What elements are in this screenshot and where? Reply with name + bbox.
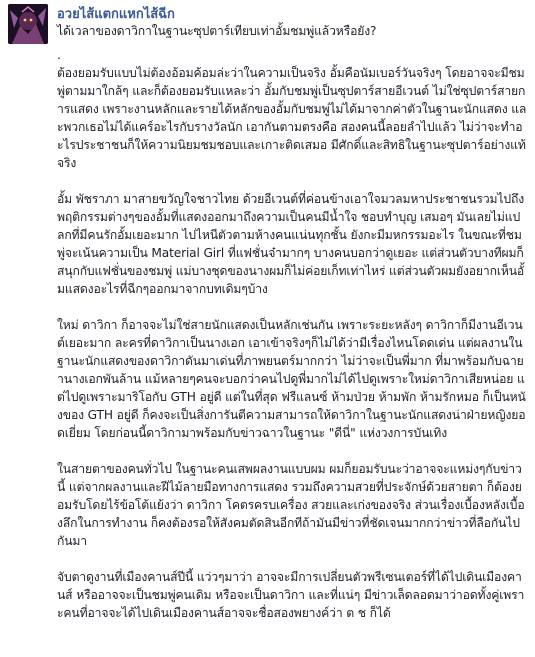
post-paragraph: อั้ม พัชราภา มาสายขวัญใจชาวไทย ด้วยอีเวนต์ที่ค่อนข้างเอาใจมวลมหาประชาชนรวมไปถึงพฤติกรรมต่างๆของอั้มที่แสดงออกมาถึงความเป็นคนมีน้ำใจ ชอบทำบุญ เสมอๆ มันเลยไม่แปลกที่มีคนรักอั้มเยอะมาก ไปไหนีตัวตามห้างคนแน่นทุกชั้น ยังกะมีมหกรรมอะไร ในขณะที่ชมพู่จะเน้นความเป็น Material Girl ที่แฟชั่นจ๋ามากๆ บางคนบอกว่าดูเยอะ แต่ส่วนตัวบางทีผมก็สนุกกับแฟชั่นของชมพู่ แม่บางชุดของนางผมก็ไม่ค่อยเก็ทเท่าไหร่ แต่ส่วนตัวผมยังอยากเห็นอั้มแสดงอะไรที่ฉีกๆออกมาจากบทเดิมๆบ้าง: [57, 192, 525, 296]
author-avatar[interactable]: [8, 4, 48, 44]
post-title-paragraph: ได้เวลาของดาวิกาในฐานะซุปตาร์เทียบเท่าอั้มชมพู่แล้วหรือยัง?: [57, 24, 377, 38]
post-paragraph: ต้องยอมรับแบบไม่ต้องอ้อมค้อมล่ะว่าในความเป็นจริง อั้มคือนัมเบอร์วันจริงๆ โดยอาจจะมีชมพู่ตามมาใกล้ๆ และก็ต้องยอมรับแหละว่า อั้มกับชมพู่เป็นซุปตาร์สายอีเวนต์ ไม่ใช่ซุปตาร์สายการแสดง เพราะงานหลักและรายได้หลักของอั้มกับชมพู่ไม่ได้มาจากค่าตัวในฐานะนักแสดง และพวกเธอไม่ได้แคร์อะไรกับรางวัลนัก เอากันตามตรงคือ สองคนนี้ลอยลำไปแล้ว ไม่ว่าจะทำอะไรประชาชนก็ให้ความนิยมชมชอบและเกาะติดเสมอ มีศักดิ์และสิทธิในฐานะซุปตาร์อย่างแท้จริง: [57, 66, 527, 170]
post-paragraph: ในสายตาของคนทั่วไป ในฐานะคนเสพผลงานแบบผม ผมก็ยอมรับนะว่าอาจจะแหม่งๆกับข่าวนี้ แต่จากผลงานและฝีไม้ลายมือทางการแสดง รวมถึงความสวยที่ประจักษ์ด้วยสายตา ก็ต้องยอมรับโดยไร้ข้อโต้แย้งว่า ดาวิกา โคตรครบเครื่อง สวยและเก่งของจริง ส่วนเรื่องเบื้องหลังเบื้องลึกในการทำงาน ก็คงต้องรอให้สังคมตัดสินอีกทีถ้ามันมีข่าวที่ชัดเจนมากกว่าข่าวที่ลือกันไปกันมา: [57, 462, 525, 548]
paragraph-separator: .: [57, 48, 61, 62]
post-body: [57, 22, 527, 640]
post-paragraph: จับตาดูงานที่เมืองคานส์ปีนี้ แว่วๆมาว่า อาจจะมีการเปลี่ยนตัวพรีเซนเตอร์ที่ได้ไปเดินเมืองคานส์ หรืออาจจะเป็นชมพู่คนเดิม หรือจะเป็นดาวิกา และที่แน่ๆ มีข่าวเล็ดลอดมาว่าอดทั้งคู่เพราะคนที่อาจจะได้ไปเดินเมืองคานส์อาจจะชื่อสองพยางค์ว่า ต ช ก็ได้: [57, 570, 525, 620]
author-name-link[interactable]: อวยไส้แตกแหกไส้ฉีก: [57, 7, 175, 22]
avatar-image: [8, 4, 48, 44]
post-paragraph: ใหม่ ดาวิกา ก็อาจจะไม่ใช่สายนักแสดงเป็นหลักเช่นกัน เพราะระยะหลังๆ ดาวิกาก็มีงานอีเวนต์เยอะมาก ละครที่ดาวิกาเป็นนางเอก เอาเข้าจริงๆก็ไม่ได้ว่ามีเรื่องไหนโดดเด่น แต่ผลงานในฐานะนักแสดงของดาวิกาดันมาเด่นที่ภาพยนตร์มากกว่า ไม่ว่าจะเป็นพี่มาก ที่มาพร้อมกับฉายานางเอกพันล้าน แม้หลายๆคนจะบอกว่าคนไปดูพี่มากไม่ได้ไปดูเพราะใหม่ดาวิกาเสียหน่อย แต่ไปดูเพราะมาริโอกับ GTH อยู่ดี แต่ในที่สุด ฟรีแลนซ์ ห้ามป่วย ห้ามพัก ห้ามรักหมอ ก็เป็นหนังของ GTH อยู่ดี ก็คงจะเป็นสิ่งการันตีความสามารถให้ดาวิกาในฐานะนักแสดงน่าฝ่ายหญิงยอดเยี่ยม โดยก่อนนี้ดาวิกามาพร้อมกับข่าวฉาวในฐานะ "ดีนี่" แห่งวงการบันเทิง: [57, 318, 526, 440]
